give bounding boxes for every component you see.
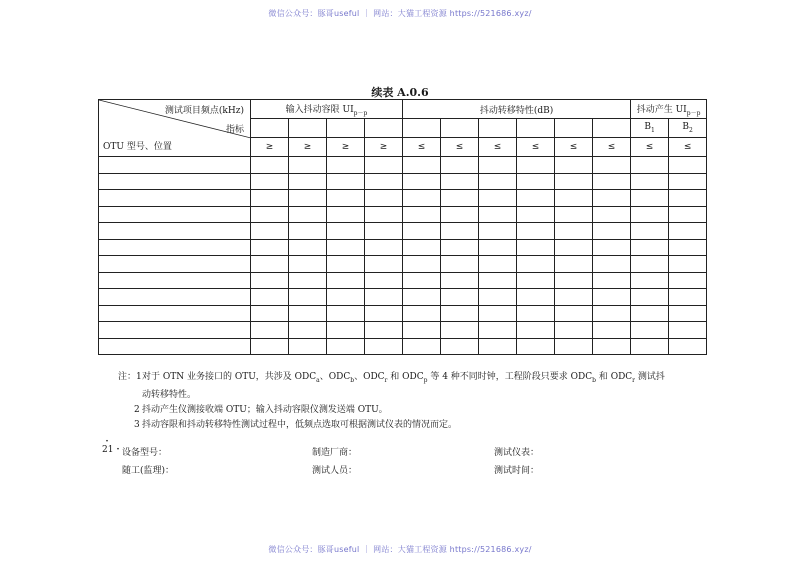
- tester-label: 测试人员：: [312, 466, 358, 476]
- table-cell: [289, 256, 327, 273]
- test-time-label: 测试时间：: [494, 466, 540, 476]
- table-cell: [289, 272, 327, 289]
- table-row: [99, 239, 707, 256]
- table-row: [99, 256, 707, 273]
- table-cell: [99, 239, 251, 256]
- table-cell: [251, 256, 289, 273]
- freq-cell: [327, 119, 365, 138]
- table-cell: [669, 223, 707, 240]
- table-cell: [99, 289, 251, 306]
- table-cell: [327, 206, 365, 223]
- freq-cell: [555, 119, 593, 138]
- table-cell: [365, 272, 403, 289]
- table-cell: [365, 305, 403, 322]
- table-cell: [327, 289, 365, 306]
- table-cell: [593, 157, 631, 174]
- table-cell: [517, 256, 555, 273]
- table-cell: [631, 322, 669, 339]
- table-cell: [289, 322, 327, 339]
- table-cell: [327, 272, 365, 289]
- table-row: [99, 173, 707, 190]
- table-cell: [593, 272, 631, 289]
- table-cell: [631, 223, 669, 240]
- table-cell: [517, 206, 555, 223]
- table-row: [99, 206, 707, 223]
- table-cell: [669, 157, 707, 174]
- table-cell: [555, 190, 593, 207]
- table-cell: [441, 223, 479, 240]
- table-cell: [593, 173, 631, 190]
- table-cell: [593, 338, 631, 355]
- table-cell: [289, 173, 327, 190]
- table-row: [99, 190, 707, 207]
- otu-label: OTU 型号、位置: [103, 142, 172, 152]
- table-cell: [479, 338, 517, 355]
- table-cell: [479, 239, 517, 256]
- table-cell: [441, 190, 479, 207]
- table-cell: [479, 272, 517, 289]
- table-cell: [251, 206, 289, 223]
- table-row: [99, 322, 707, 339]
- test-record-table: [98, 99, 707, 355]
- table-row: [99, 338, 707, 355]
- table-cell: [365, 223, 403, 240]
- table-cell: [99, 157, 251, 174]
- index-label: 指标: [225, 125, 244, 135]
- freq-cell: [479, 119, 517, 138]
- table-cell: [669, 272, 707, 289]
- table-cell: [669, 289, 707, 306]
- table-cell: [99, 256, 251, 273]
- table-cell: [251, 272, 289, 289]
- table-cell: [365, 322, 403, 339]
- table-body: [99, 157, 707, 355]
- table-cell: [99, 223, 251, 240]
- table-cell: [251, 157, 289, 174]
- table-cell: [441, 239, 479, 256]
- table-cell: [555, 256, 593, 273]
- equip-model-label: 设备型号：: [122, 448, 168, 458]
- table-cell: [403, 289, 441, 306]
- supervisor-label: 随工(监理)：: [122, 466, 175, 476]
- table-cell: [517, 190, 555, 207]
- table-cell: [517, 272, 555, 289]
- table-cell: [327, 322, 365, 339]
- table-cell: [99, 322, 251, 339]
- table-cell: [517, 223, 555, 240]
- table-cell: [631, 305, 669, 322]
- table-cell: [327, 239, 365, 256]
- table-cell: [327, 223, 365, 240]
- table-cell: [441, 338, 479, 355]
- le-symbol: ≤: [479, 138, 517, 157]
- table-cell: [251, 305, 289, 322]
- table-cell: [479, 173, 517, 190]
- table-cell: [327, 157, 365, 174]
- table-row: [99, 289, 707, 306]
- table-cell: [631, 256, 669, 273]
- table-cell: [479, 157, 517, 174]
- freq-cell: [441, 119, 479, 138]
- table-cell: [327, 190, 365, 207]
- table-cell: [669, 305, 707, 322]
- le-symbol: ≤: [517, 138, 555, 157]
- table-cell: [327, 305, 365, 322]
- table-cell: [593, 206, 631, 223]
- table-cell: [441, 256, 479, 273]
- table-cell: [669, 239, 707, 256]
- table-cell: [403, 272, 441, 289]
- jitter-transfer-header: 抖动转移特性(dB): [403, 100, 631, 119]
- table-cell: [441, 289, 479, 306]
- table-cell: [403, 173, 441, 190]
- freq-cell: [517, 119, 555, 138]
- table-row: [99, 272, 707, 289]
- table-cell: [555, 239, 593, 256]
- le-symbol: ≤: [555, 138, 593, 157]
- table-cell: [289, 305, 327, 322]
- table-cell: [403, 239, 441, 256]
- table-cell: [441, 272, 479, 289]
- table-cell: [327, 256, 365, 273]
- table-cell: [631, 338, 669, 355]
- table-cell: [479, 223, 517, 240]
- table-cell: [593, 190, 631, 207]
- table-cell: [441, 157, 479, 174]
- table-cell: [403, 206, 441, 223]
- table-cell: [593, 289, 631, 306]
- freq-cell: [403, 119, 441, 138]
- table-cell: [99, 173, 251, 190]
- table-cell: [289, 223, 327, 240]
- table-cell: [99, 272, 251, 289]
- table-cell: [479, 256, 517, 273]
- table-cell: [555, 272, 593, 289]
- table-cell: [289, 289, 327, 306]
- ge-symbol: ≥: [327, 138, 365, 157]
- table-cell: [403, 338, 441, 355]
- table-cell: [479, 289, 517, 306]
- table-cell: [99, 338, 251, 355]
- table-cell: [251, 322, 289, 339]
- instrument-label: 测试仪表：: [494, 448, 540, 458]
- le-symbol: ≤: [593, 138, 631, 157]
- ge-symbol: ≥: [251, 138, 289, 157]
- ge-symbol: ≥: [289, 138, 327, 157]
- table-cell: [669, 190, 707, 207]
- table-cell: [403, 190, 441, 207]
- input-jitter-header: 输入抖动容限 $UI_{p-p}$: [251, 100, 403, 119]
- table-cell: [289, 206, 327, 223]
- table-cell: [365, 289, 403, 306]
- table-cell: [593, 256, 631, 273]
- table-cell: [669, 322, 707, 339]
- table-cell: [365, 190, 403, 207]
- table-cell: [251, 289, 289, 306]
- note-1-cont: 动转移特性。: [142, 389, 197, 400]
- table-cell: [99, 206, 251, 223]
- table-cell: [365, 206, 403, 223]
- table-cell: [555, 305, 593, 322]
- table-cell: [441, 206, 479, 223]
- table-cell: [289, 157, 327, 174]
- table-cell: [593, 322, 631, 339]
- watermark-top: 微信公众号：豚哥useful ｜ 网站：大猫工程资源 https://521686.xyz/: [268, 9, 532, 18]
- diagonal-header-cell: [99, 100, 251, 157]
- table-cell: [593, 223, 631, 240]
- table-cell: [365, 173, 403, 190]
- manufacturer-label: 制造厂商：: [312, 448, 358, 458]
- table-cell: [631, 206, 669, 223]
- table-row: [99, 223, 707, 240]
- table-cell: [479, 322, 517, 339]
- table-cell: [327, 338, 365, 355]
- table-cell: [669, 173, 707, 190]
- table-cell: [555, 289, 593, 306]
- table-cell: [517, 289, 555, 306]
- freq-cell: [365, 119, 403, 138]
- freq-cell: [593, 119, 631, 138]
- table-cell: [365, 239, 403, 256]
- le-symbol: ≤: [441, 138, 479, 157]
- table-row: [99, 157, 707, 174]
- freq-cell: [289, 119, 327, 138]
- table-cell: [669, 338, 707, 355]
- table-cell: [251, 223, 289, 240]
- table-cell: [479, 190, 517, 207]
- freq-label: 测试项目频点(kHz): [164, 106, 244, 116]
- b1-header: $B_1$: [631, 119, 669, 138]
- table-cell: [517, 322, 555, 339]
- table-cell: [631, 272, 669, 289]
- table-cell: [517, 305, 555, 322]
- le-symbol: ≤: [631, 138, 669, 157]
- table-cell: [365, 256, 403, 273]
- table-cell: [669, 256, 707, 273]
- table-cell: [365, 338, 403, 355]
- table-cell: [289, 190, 327, 207]
- jitter-gen-header: 抖动产生 $UI_{p-p}$: [631, 100, 707, 119]
- note-2: 2 抖动产生仪测接收端 OTU；输入抖动容限仪测发送端 OTU。: [134, 404, 388, 415]
- table-cell: [555, 157, 593, 174]
- table-cell: [99, 190, 251, 207]
- le-symbol: ≤: [669, 138, 707, 157]
- table-cell: [517, 173, 555, 190]
- table-cell: [479, 206, 517, 223]
- note-1: 注：1 对于 OTN 业务接口的 OTU，共涉及 $ODC_a$、$ODC_b$、$ODC_r$ 和 $ODC_p$ 等 4 种不同时钟，工程阶段只要求 $ODC_b$ 和 $ODC_r$ 测试抖: [118, 372, 665, 384]
- ge-symbol: ≥: [365, 138, 403, 157]
- table-cell: [251, 338, 289, 355]
- table-cell: [403, 322, 441, 339]
- freq-cell: [251, 119, 289, 138]
- b2-header: $B_2$: [669, 119, 707, 138]
- table-cell: [517, 157, 555, 174]
- table-cell: [441, 322, 479, 339]
- table-cell: [479, 305, 517, 322]
- table-cell: [631, 173, 669, 190]
- table-cell: [555, 223, 593, 240]
- table-cell: [631, 239, 669, 256]
- table-cell: [517, 239, 555, 256]
- table-cell: [251, 239, 289, 256]
- table-cell: [593, 305, 631, 322]
- table-cell: [669, 206, 707, 223]
- table-cell: [403, 223, 441, 240]
- table-cell: [555, 173, 593, 190]
- table-cell: [441, 173, 479, 190]
- table-row: [99, 305, 707, 322]
- page-number: ・21・: [102, 437, 123, 455]
- table-cell: [403, 157, 441, 174]
- table-cell: [99, 305, 251, 322]
- table-cell: [631, 157, 669, 174]
- table-cell: [631, 190, 669, 207]
- table-title: 续表 A.0.6: [371, 86, 429, 99]
- table-cell: [289, 239, 327, 256]
- table-cell: [555, 322, 593, 339]
- table-cell: [517, 338, 555, 355]
- watermark-bottom: 微信公众号：豚哥useful ｜ 网站：大猫工程资源 https://521686.xyz/: [268, 545, 532, 554]
- note-3: 3 抖动容限和抖动转移特性测试过程中，低频点选取可根据测试仪表的情况而定。: [134, 419, 458, 430]
- table-cell: [251, 173, 289, 190]
- table-cell: [365, 157, 403, 174]
- table-cell: [403, 305, 441, 322]
- table-cell: [251, 190, 289, 207]
- table-cell: [327, 173, 365, 190]
- le-symbol: ≤: [403, 138, 441, 157]
- notes: [118, 370, 718, 433]
- table-cell: [631, 289, 669, 306]
- table-cell: [441, 305, 479, 322]
- table-cell: [555, 338, 593, 355]
- table-cell: [593, 239, 631, 256]
- table-cell: [289, 338, 327, 355]
- table-cell: [555, 206, 593, 223]
- table-cell: [403, 256, 441, 273]
